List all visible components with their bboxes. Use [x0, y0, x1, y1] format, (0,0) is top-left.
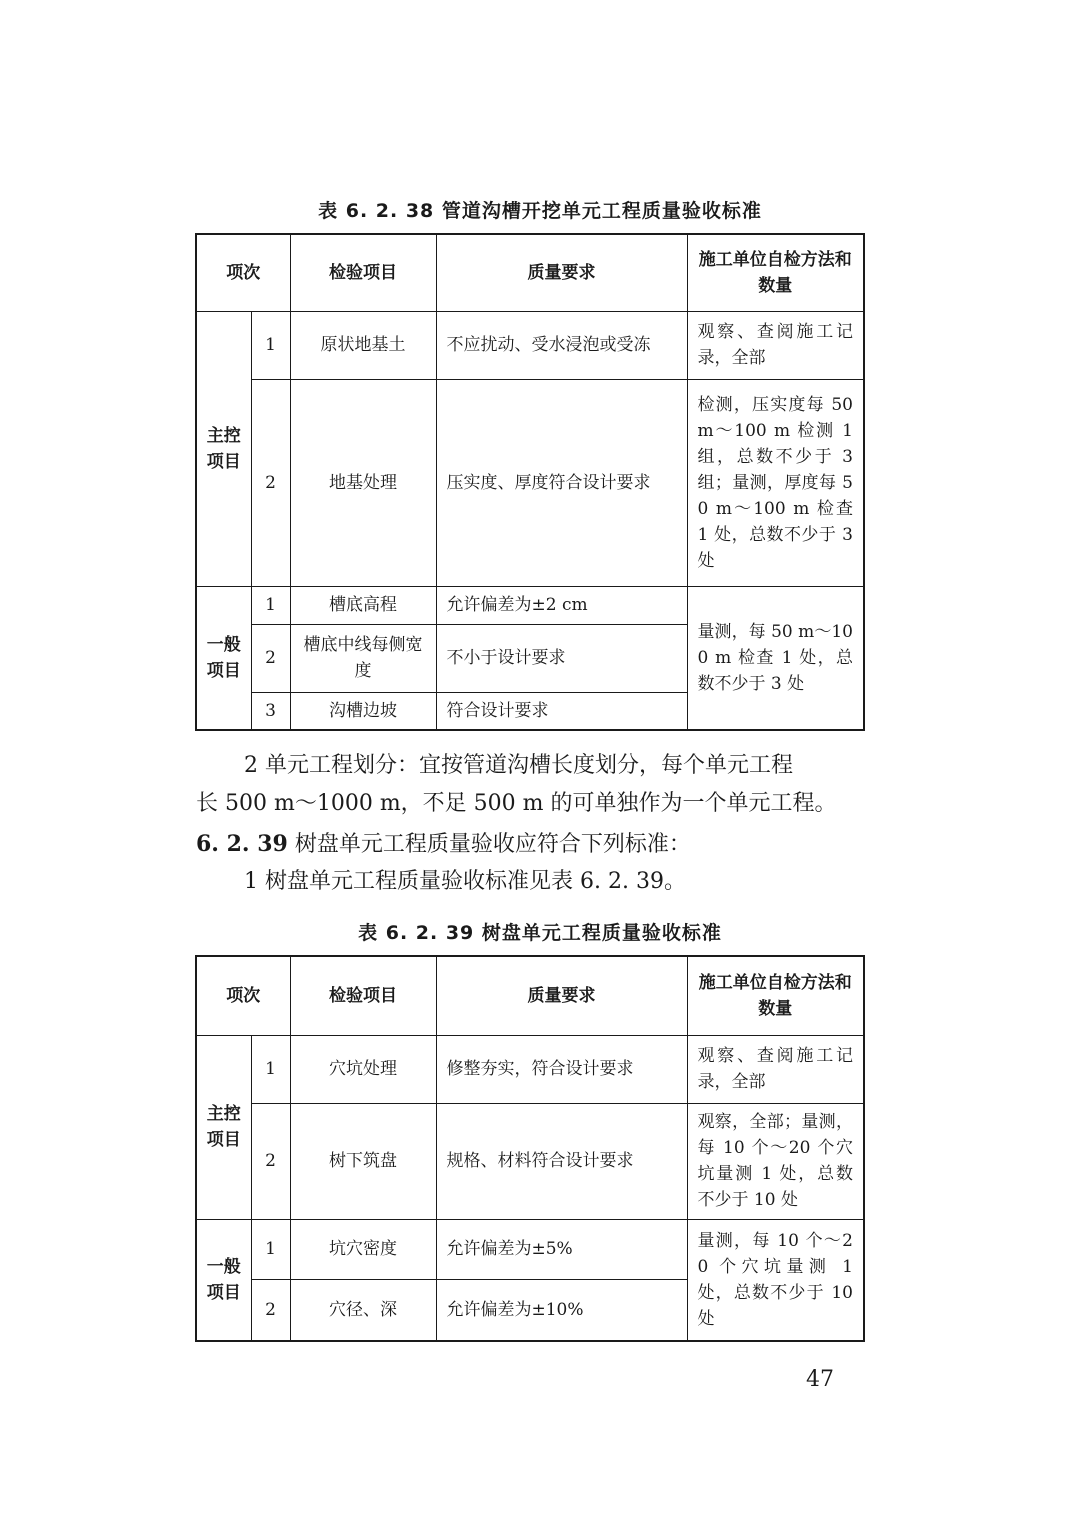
- row-no: 1: [251, 586, 290, 624]
- check-method: 观察，全部；量测，每 10 个～20 个穴坑量测 1 处，总数不少于 10 处: [687, 1103, 864, 1219]
- row-no: 2: [251, 1279, 290, 1341]
- check-method: 观察、查阅施工记录，全部: [687, 311, 864, 379]
- row-no: 3: [251, 692, 290, 730]
- group-label-general: 一般项目: [196, 586, 251, 730]
- inspection-item: 槽底中线每侧宽度: [290, 624, 436, 692]
- table2: [195, 955, 865, 1342]
- inspection-item: 地基处理: [290, 379, 436, 586]
- group-label-main: 主控项目: [196, 1035, 251, 1219]
- group-label-general: 一般项目: [196, 1219, 251, 1341]
- inspection-item: 穴坑处理: [290, 1035, 436, 1103]
- quality-req: 修整夯实，符合设计要求: [436, 1035, 687, 1103]
- quality-req: 允许偏差为±5%: [436, 1219, 687, 1279]
- row-no: 1: [251, 1219, 290, 1279]
- table-row: [196, 379, 864, 586]
- quality-req: 允许偏差为±10%: [436, 1279, 687, 1341]
- table2-header-row: [196, 956, 864, 1035]
- table-row: [196, 586, 864, 624]
- table1-header-row: [196, 234, 864, 311]
- table-row: [196, 311, 864, 379]
- quality-req: 压实度、厚度符合设计要求: [436, 379, 687, 586]
- paragraph-unit-division-line1: [196, 747, 912, 785]
- row-no: 1: [251, 1035, 290, 1103]
- section-number: 6. 2. 39: [196, 831, 288, 857]
- inspection-item: 树下筑盘: [290, 1103, 436, 1219]
- paragraph-table-reference: [196, 863, 912, 901]
- quality-req: 不小于设计要求: [436, 624, 687, 692]
- table-row: [196, 1103, 864, 1219]
- header-quality-req: 质量要求: [436, 956, 687, 1035]
- header-quality-req: 质量要求: [436, 234, 687, 311]
- paragraph-text: 1 树盘单元工程质量验收标准见表 6. 2. 39。: [244, 869, 686, 894]
- check-method: 量测，每 10 个～20 个穴坑量测 1 处，总数不少于 10 处: [687, 1219, 864, 1341]
- row-no: 2: [251, 379, 290, 586]
- check-method: 观察、查阅施工记录，全部: [687, 1035, 864, 1103]
- quality-req: 允许偏差为±2 cm: [436, 586, 687, 624]
- header-inspection-item: 检验项目: [290, 956, 436, 1035]
- check-method: 量测，每 50 m～100 m 检查 1 处，总数不少于 3 处: [687, 586, 864, 730]
- quality-req: 规格、材料符合设计要求: [436, 1103, 687, 1219]
- row-no: 2: [251, 624, 290, 692]
- header-inspection-item: 检验项目: [290, 234, 436, 311]
- table-row: [196, 1219, 864, 1279]
- inspection-item: 槽底高程: [290, 586, 436, 624]
- header-method: 施工单位自检方法和数量: [687, 956, 864, 1035]
- paragraph-section-heading: [196, 825, 864, 864]
- paragraph-text: 树盘单元工程质量验收应符合下列标准：: [287, 832, 691, 857]
- table1-caption: 表 6. 2. 38 管道沟槽开挖单元工程质量验收标准: [318, 200, 762, 222]
- paragraph-text: 长 500 m～1000 m，不足 500 m 的可单独作为一个单元工程。: [196, 791, 837, 816]
- paragraph-unit-division-line2: [196, 785, 864, 823]
- inspection-item: 沟槽边坡: [290, 692, 436, 730]
- inspection-item: 原状地基土: [290, 311, 436, 379]
- paragraph-text: 2 单元工程划分：宜按管道沟槽长度划分，每个单元工程: [244, 753, 793, 778]
- row-no: 2: [251, 1103, 290, 1219]
- table-row: [196, 1035, 864, 1103]
- row-no: 1: [251, 311, 290, 379]
- table1: [195, 233, 865, 731]
- table2-caption: 表 6. 2. 39 树盘单元工程质量验收标准: [358, 922, 722, 944]
- inspection-item: 坑穴密度: [290, 1219, 436, 1279]
- inspection-item: 穴径、深: [290, 1279, 436, 1341]
- quality-req: 不应扰动、受水浸泡或受冻: [436, 311, 687, 379]
- check-method: 检测，压实度每 50 m～100 m 检测 1 组，总数不少于 3 组；量测，厚度每 50 m～100 m 检查 1 处，总数不少于 3 处: [687, 379, 864, 586]
- header-item-no: 项次: [196, 956, 290, 1035]
- header-item-no: 项次: [196, 234, 290, 311]
- quality-req: 符合设计要求: [436, 692, 687, 730]
- page-number: 47: [806, 1367, 834, 1392]
- header-method: 施工单位自检方法和数量: [687, 234, 864, 311]
- group-label-main: 主控项目: [196, 311, 251, 586]
